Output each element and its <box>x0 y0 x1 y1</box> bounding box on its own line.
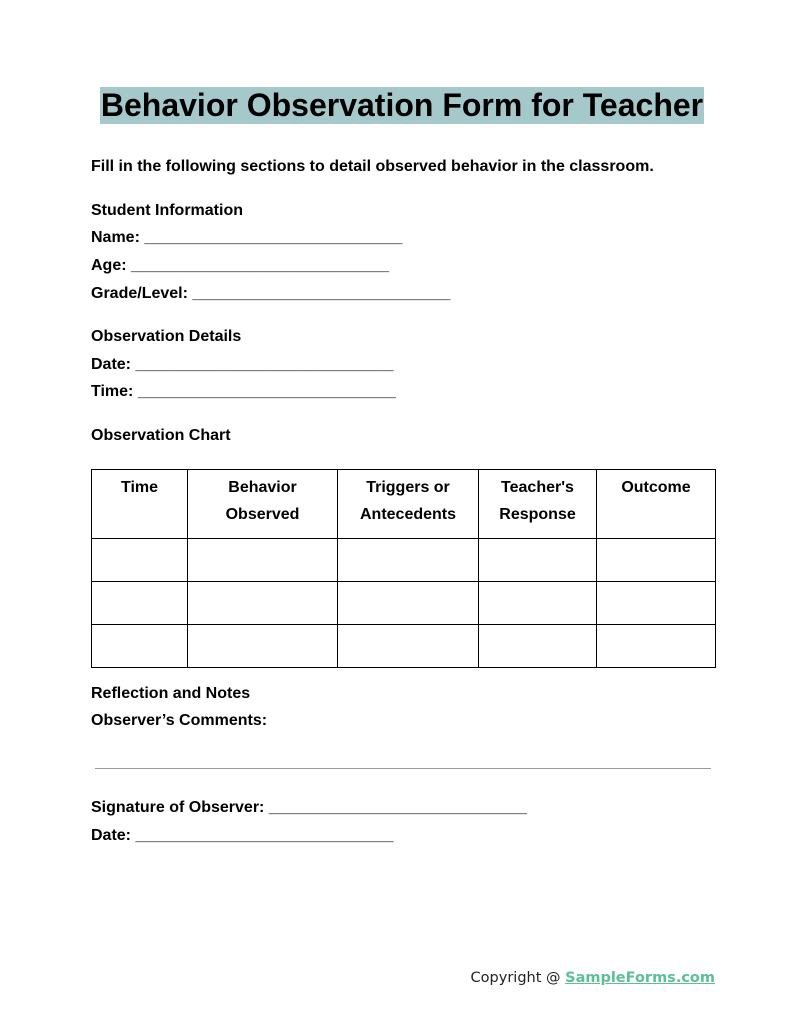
observation-chart-heading: Observation Chart <box>91 427 231 444</box>
table-cell[interactable] <box>188 539 338 582</box>
age-field-row <box>91 256 389 276</box>
signature-date-label: Date: <box>91 827 132 844</box>
column-header-time <box>92 470 188 539</box>
name-field-row <box>91 228 402 248</box>
column-header-line: Outcome <box>621 479 691 496</box>
table-header-row <box>92 470 716 539</box>
age-label: Age: <box>91 257 127 274</box>
column-header-teacher-response <box>479 470 597 539</box>
column-header-line: Time <box>120 479 159 496</box>
table-cell[interactable] <box>479 625 597 668</box>
column-header-line: Response <box>499 506 576 523</box>
observation-date-row <box>91 355 394 375</box>
observation-time-row <box>91 382 396 402</box>
table-cell[interactable] <box>338 539 479 582</box>
reflection-heading: Reflection and Notes <box>91 685 251 702</box>
table-cell[interactable] <box>479 582 597 625</box>
column-header-behavior-observed <box>188 470 338 539</box>
column-header-line: Teacher's <box>501 479 574 496</box>
signature-label: Signature of Observer: <box>91 799 265 816</box>
column-header-line: Antecedents <box>359 506 457 523</box>
copyright-prefix: Copyright @ <box>470 970 566 986</box>
grade-field-row <box>91 284 450 304</box>
column-header-line: Observed <box>225 506 300 523</box>
table-row <box>92 539 716 582</box>
form-intro: Fill in the following sections to detail observed behavior in the classroom. <box>91 158 654 175</box>
signature-blank[interactable]: _____________________________ <box>268 799 527 816</box>
observation-details-heading: Observation Details <box>91 328 242 345</box>
table-cell[interactable] <box>92 582 188 625</box>
column-header-outcome <box>597 470 716 539</box>
grade-label: Grade/Level: <box>91 285 188 302</box>
table-cell[interactable] <box>188 582 338 625</box>
column-header-line: Triggers or <box>366 479 450 496</box>
brand-link[interactable]: SampleForms.com <box>565 970 715 986</box>
signature-date-blank[interactable]: _____________________________ <box>135 827 394 844</box>
observer-comments-line[interactable] <box>95 768 711 769</box>
observation-date-blank[interactable]: _____________________________ <box>135 356 394 373</box>
table-cell[interactable] <box>92 539 188 582</box>
observation-date-label: Date: <box>91 356 132 373</box>
page-title <box>0 87 804 124</box>
name-label: Name: <box>91 229 140 246</box>
table-cell[interactable] <box>597 582 716 625</box>
observer-comments-label: Observer’s Comments: <box>91 712 268 729</box>
table-cell[interactable] <box>597 625 716 668</box>
copyright-footer <box>471 968 715 988</box>
table-cell[interactable] <box>597 539 716 582</box>
column-header-line: Behavior <box>228 479 297 496</box>
name-blank[interactable]: _____________________________ <box>144 229 403 246</box>
observation-time-blank[interactable]: _____________________________ <box>137 383 396 400</box>
column-header-triggers <box>338 470 479 539</box>
grade-blank[interactable]: _____________________________ <box>192 285 451 302</box>
observation-chart-table <box>91 469 716 668</box>
table-cell[interactable] <box>479 539 597 582</box>
signature-row <box>91 798 527 818</box>
table-row <box>92 625 716 668</box>
page-title-text: Behavior Observation Form for Teacher <box>100 87 704 123</box>
table-row <box>92 582 716 625</box>
table-cell[interactable] <box>338 625 479 668</box>
table-cell[interactable] <box>92 625 188 668</box>
student-info-heading: Student Information <box>91 202 243 219</box>
signature-date-row <box>91 826 394 846</box>
table-cell[interactable] <box>338 582 479 625</box>
age-blank[interactable]: _____________________________ <box>131 257 390 274</box>
observation-time-label: Time: <box>91 383 134 400</box>
table-cell[interactable] <box>188 625 338 668</box>
